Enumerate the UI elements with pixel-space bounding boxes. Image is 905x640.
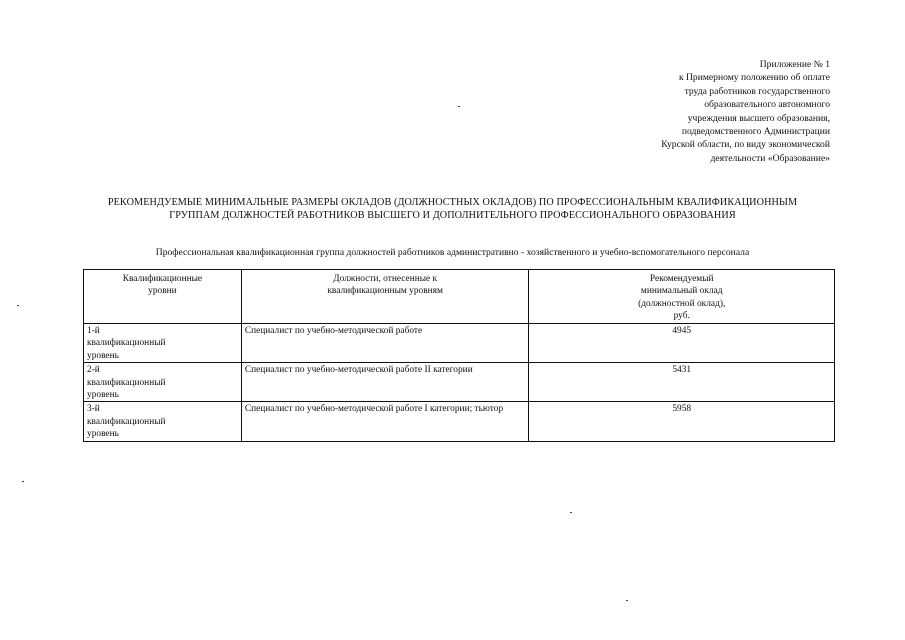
- annex-line: образовательного автономного: [704, 99, 830, 111]
- level-cell: [84, 402, 242, 441]
- position-cell: Специалист по учебно-методической работе I категории; тьютор: [241, 402, 529, 441]
- header-line: Должности, отнесенные к: [333, 274, 438, 284]
- annex-line: учреждения высшего образования,: [687, 112, 830, 124]
- table-row: [84, 402, 835, 441]
- title-line-2: ГРУППАМ ДОЛЖНОСТЕЙ РАБОТНИКОВ ВЫСШЕГО И ДОПОЛНИТЕЛЬНОГО ПРОФЕССИОНАЛЬНОГО ОБРАЗОВАНИЯ: [169, 209, 736, 221]
- document-title: [60, 197, 845, 222]
- position-cell: Специалист по учебно-методической работе: [241, 324, 529, 363]
- scan-speck: [626, 600, 628, 601]
- header-line: уровни: [148, 286, 177, 297]
- header-line: минимальный оклад: [640, 286, 723, 297]
- level-word: уровень: [87, 390, 119, 401]
- annex-line: труда работников государственного: [684, 85, 830, 97]
- header-line: квалификационным уровням: [327, 286, 443, 297]
- salary-cell: 5958: [529, 402, 835, 441]
- level-word: квалификационный: [87, 377, 166, 388]
- level-cell: [84, 363, 242, 402]
- salary-table: [83, 269, 835, 442]
- level-cell: [84, 324, 242, 363]
- header-line: руб.: [673, 311, 690, 322]
- scan-speck: [458, 106, 460, 107]
- salary-cell: 4945: [529, 324, 835, 363]
- title-line-1: РЕКОМЕНДУЕМЫЕ МИНИМАЛЬНЫЕ РАЗМЕРЫ ОКЛАДОВ (ДОЛЖНОСТНЫХ ОКЛАДОВ) ПО ПРОФЕССИОНАЛЬНЫМ КВАЛИФИКАЦИОННЫМ: [107, 197, 798, 208]
- scan-speck: [570, 512, 572, 513]
- header-salary: [529, 270, 835, 324]
- annex-line: Приложение № 1: [759, 59, 830, 70]
- group-subtitle: Профессиональная квалификационная группа должностей работников административно - хозяйственного и учебно-вспомогательного персонала: [155, 247, 750, 258]
- level-number: 2-й: [87, 365, 100, 376]
- annex-line: деятельности «Образование»: [710, 152, 830, 164]
- header-line: Рекомендуемый: [649, 274, 714, 284]
- header-positions: [241, 270, 529, 324]
- table-row: [84, 324, 835, 363]
- annex-line: к Примерному положению об оплате: [678, 72, 830, 84]
- annex-line: Курской области, по виду экономической: [661, 139, 830, 151]
- level-number: 3-й: [87, 404, 100, 415]
- annex-line: подведомственного Администрации: [681, 126, 830, 138]
- level-number: 1-й: [87, 326, 100, 336]
- level-word: уровень: [87, 429, 119, 440]
- table-row: [84, 363, 835, 402]
- header-line: Квалификационные: [122, 274, 203, 284]
- header-levels: [84, 270, 242, 324]
- header-line: (должностной оклад),: [638, 298, 726, 309]
- level-word: уровень: [87, 350, 119, 361]
- scan-speck: [22, 481, 24, 482]
- position-cell: Специалист по учебно-методической работе II категории: [241, 363, 529, 402]
- scan-speck: [17, 305, 19, 306]
- level-word: квалификационный: [87, 338, 166, 349]
- salary-cell: 5431: [529, 363, 835, 402]
- level-word: квалификационный: [87, 416, 166, 427]
- table-header-row: [84, 270, 835, 324]
- annex-note: [570, 58, 830, 165]
